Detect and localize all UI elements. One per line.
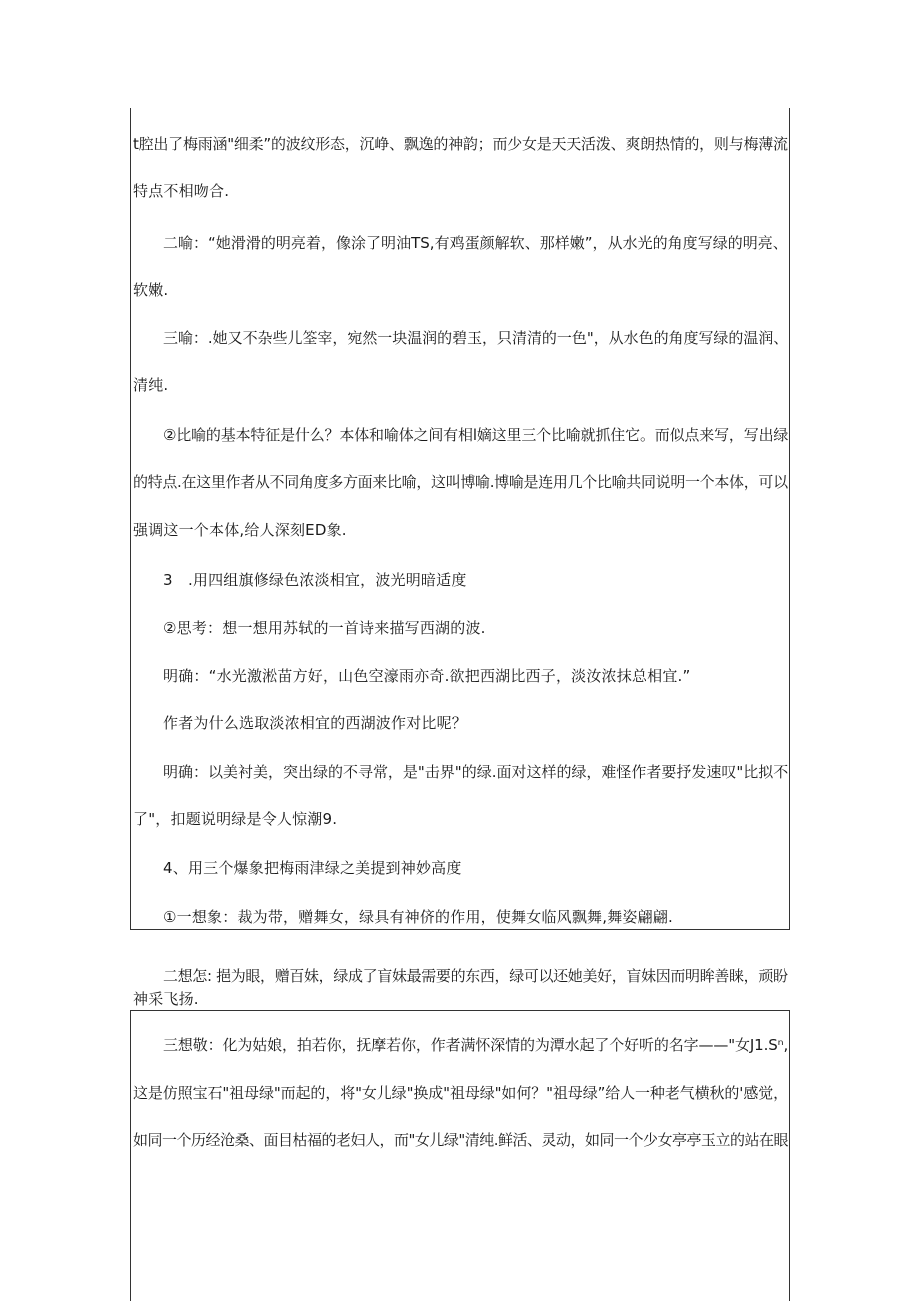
text-line: t腔出了梅雨涵"细柔”的波纹形态，沉峥、飘逸的神韵；而少女是天天活泼、爽朗热情的，则与梅薄流	[133, 135, 788, 153]
text-line: 明确：以美衬美，突出绿的不寻常，是"击界"的绿.面对这样的绿，难怪作者要抒发速叹"比拟不	[163, 763, 789, 781]
text-line: 清纯.	[133, 376, 169, 394]
text-line: 作者为什么选取淡浓相宜的西湖波作对比呢？	[163, 714, 468, 732]
text-line: 三喻：.她又不杂些儿筌宰，宛然一块温润的碧玉，只清清的一色"，从水色的角度写绿的温润、	[163, 329, 789, 347]
heading-line: 4、用三个爆象把梅雨津绿之美提到神妙高度	[163, 859, 462, 877]
text-line: 这是仿照宝石"祖母绿"而起的，将"女儿绿"换成"祖母绿"如何？"祖母绿”给人一种老气横秋的'感觉，	[133, 1084, 788, 1102]
text-line: 强调这一个本体,给人深刻ED象.	[133, 521, 347, 539]
text-line: ②比喻的基本特征是什么？本体和喻体之间有相l嫡这里三个比喻就抓住它。而似点来写，写出绿	[163, 426, 789, 444]
text-line: ②思考：想一想用苏轼的一首诗来描写西湖的波.	[163, 619, 486, 637]
text-line: 三想敬：化为姑娘，拍若你，抚摩若你，作者满怀深情的为潭水起了个好听的名字——"女J1.Sⁿ,	[163, 1036, 789, 1054]
text-line: 二想怎: 挹为眼，赠百妹，绿成了盲妹最需要的东西，绿可以还她美好，盲妹因而明眸善睐，顽盼	[163, 967, 788, 985]
text-line: 二喻：“她滑滑的明亮着，像涂了明油TS,有鸡蛋颜解软、那样嫩”，从水光的角度写绿的明亮、	[163, 234, 788, 252]
text-line: 明确：“水光激淞苗方好，山色空濠雨亦奇.欲把西湖比西子，淡汝浓抹总相宜.”	[163, 667, 691, 685]
heading-line: 3 .用四组旗修绿色浓淡相宜，波光明暗适度	[163, 571, 467, 589]
text-line: 了"，扣题说明绿是令人惊潮9.	[133, 810, 338, 828]
text-line: 的特点.在这里作者从不同角度多方面来比喻，这叫博喻.博喻是连用几个比喻共同说明一个本体，可以	[133, 473, 788, 491]
text-line: ①一想象：裁为带，赠舞女，绿具有神侪的作用，使舞女临风飘舞,舞姿翩翩.	[163, 908, 673, 926]
text-line: 神采飞扬.	[133, 990, 199, 1008]
text-line: 特点不相吻合.	[133, 182, 230, 200]
text-frame-top	[130, 108, 790, 930]
text-line: 如同一个历经沧桑、面目枯福的老妇人，而"女儿绿"清纯.鲜活、灵动，如同一个少女亭亭玉立的站在眼	[133, 1131, 788, 1149]
text-line: 软嫩.	[133, 281, 169, 299]
